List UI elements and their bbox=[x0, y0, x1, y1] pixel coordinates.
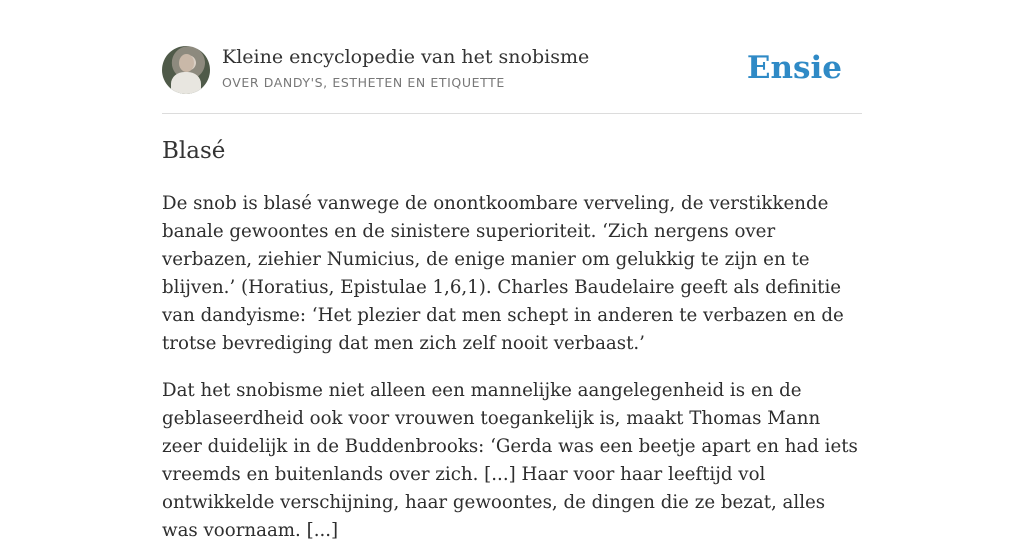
article-paragraph: Dat het snobisme niet alleen een mannelijke aangelegenheid is en de geblaseerdheid ook voor vrouwen toegankelijk is, maakt Thomas Mann zeer duidelijk in de Buddenbrooks: ‘Gerda was een beetje apart en had iets vreemds en buitenlands over zich. [...] Haar voor haar leeftijd vol ontwikkelde verschijning, haar gewoontes, de dingen die ze bezat, alles was voornaam. [...] bbox=[162, 380, 858, 541]
author-avatar[interactable] bbox=[162, 46, 210, 94]
site-subtitle: OVER DANDY'S, ESTHETEN EN ETIQUETTE bbox=[222, 75, 505, 90]
page-container bbox=[162, 0, 862, 541]
site-header bbox=[162, 0, 862, 114]
site-title[interactable]: Kleine encyclopedie van het snobisme bbox=[222, 46, 590, 68]
brand-logo[interactable]: Ensie bbox=[746, 50, 842, 86]
article-title: Blasé bbox=[162, 138, 226, 164]
avatar-head-shape bbox=[179, 54, 194, 72]
article-paragraph: De snob is blasé vanwege de onontkoombare verveling, de verstikkende banale gewoontes en de sinistere superioriteit. ‘Zich nergens over verbazen, ziehier Numicius, de enige manier om gelukkig te zijn en te blijven.’ (Horatius, Epistulae 1,6,1). Charles Baudelaire geeft als definitie van dandyisme: ‘Het plezier dat men schept in anderen te verbazen en de trotse bevrediging dat men zich zelf nooit verbaast.’ bbox=[162, 193, 844, 354]
avatar-body-shape bbox=[171, 72, 201, 94]
